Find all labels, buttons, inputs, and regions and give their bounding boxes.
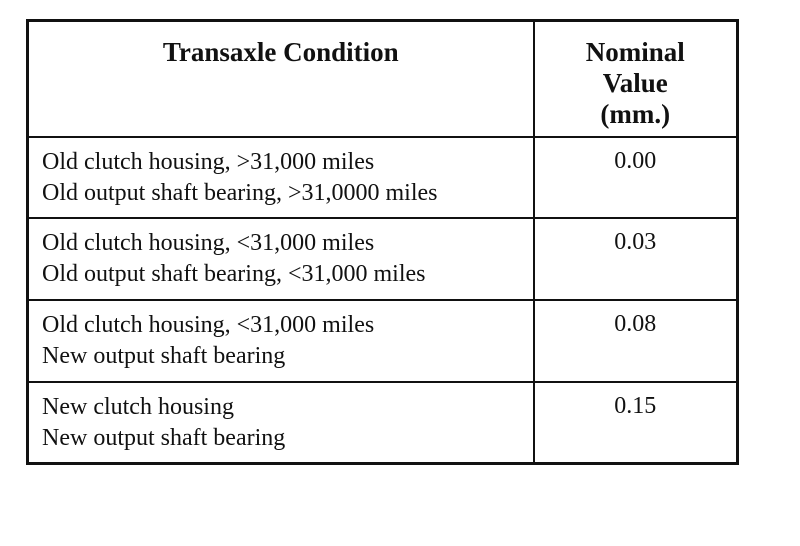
table-row <box>28 137 738 219</box>
transaxle-spec-table <box>26 19 739 465</box>
table-row <box>28 300 738 382</box>
condition-line: New output shaft bearing <box>42 343 286 369</box>
condition-cell <box>28 137 534 219</box>
table-row <box>28 218 738 300</box>
condition-line: Old clutch housing, <31,000 miles <box>42 312 375 338</box>
table-row <box>28 382 738 464</box>
nominal-value-cell: 0.08 <box>534 300 738 382</box>
nominal-value-cell: 0.00 <box>534 137 738 219</box>
condition-line: New clutch housing <box>42 393 234 420</box>
nominal-value-cell: 0.15 <box>534 382 738 464</box>
header-transaxle-condition: Transaxle Condition <box>28 21 534 137</box>
condition-cell <box>28 218 534 300</box>
condition-line: Old clutch housing, <31,000 miles <box>42 230 375 257</box>
header-row <box>28 21 738 137</box>
condition-line: New output shaft bearing <box>42 424 286 451</box>
nominal-value-cell: 0.03 <box>534 218 738 300</box>
condition-cell <box>28 382 534 464</box>
header-value-line: Value <box>602 68 668 98</box>
header-value-line: (mm.) <box>600 99 671 129</box>
condition-line: Old output shaft bearing, <31,000 miles <box>42 261 426 288</box>
condition-cell <box>28 300 534 382</box>
condition-line: Old clutch housing, >31,000 miles <box>42 148 375 175</box>
header-nominal-value <box>534 21 738 137</box>
header-value-line: Nominal <box>585 37 685 67</box>
condition-line: Old output shaft bearing, >31,0000 miles <box>42 179 438 206</box>
